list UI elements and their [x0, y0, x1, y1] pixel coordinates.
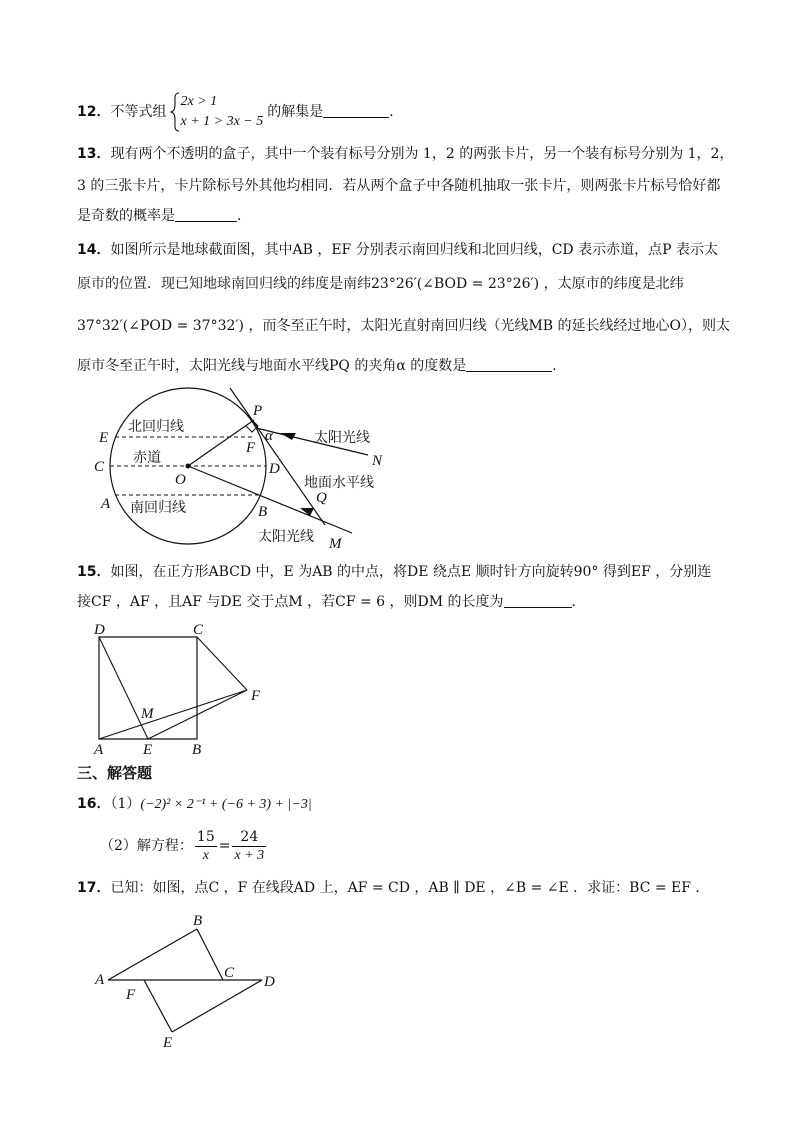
point-label-e: E: [99, 430, 109, 446]
part-label: （1）: [110, 796, 141, 812]
question-text: 原市冬至正午时，太阳光线与地面水平线PQ 的夹角α 的度数是: [77, 358, 467, 374]
period: ．: [552, 358, 567, 374]
point-label-a: A: [94, 742, 104, 758]
point-label-alpha: α: [265, 428, 273, 444]
question-number: 12．: [77, 104, 111, 120]
question-13-line-2: [77, 176, 720, 196]
question-text: 不等式组: [110, 104, 167, 120]
equals-sign: =: [218, 838, 231, 854]
point-label-n: N: [372, 453, 383, 469]
part-label: （2）解方程：: [100, 838, 193, 854]
question-16-part-1: [77, 794, 312, 815]
question-14-line-4: [77, 356, 566, 376]
question-text: 已知：如图，点C ，F 在线段AD 上，AF = CD ，AB ∥ DE ，∠B = ∠E ．求证：BC = EF ．: [110, 880, 710, 896]
answer-blank[interactable]: [466, 357, 552, 372]
inequality-row-2: x + 1 > 3x − 5: [180, 114, 264, 129]
segment-cf: [197, 637, 247, 690]
point-label-f: F: [246, 440, 256, 456]
point-label-f: F: [251, 688, 261, 704]
question-text: 现有两个不透明的盒子，其中一个装有标号分别为 1，2 的两张卡片，另一个装有标号分别为 1，2，: [110, 146, 734, 162]
question-text: 如图，在正方形ABCD 中，E 为AB 的中点，将DE 绕点E 顺时针方向旋转90° 得到EF ，分别连: [110, 564, 712, 580]
point-label-d: D: [269, 461, 280, 477]
sunlight-label-bottom: 太阳光线: [258, 529, 314, 545]
question-number: 13．: [77, 146, 111, 162]
ground-line-label: 地面水平线: [304, 475, 374, 491]
question-15-line-1: [77, 562, 711, 582]
question-text: 37°32′(∠POD = 37°32′) ，而冬至正午时，太阳光直射南回归线（光线MB 的延长线经过地心O），则太: [77, 318, 731, 334]
question-number: 16．: [77, 796, 111, 812]
fraction-24-over-x-plus-3: $\frac{24}{x + 3}$: [234, 828, 265, 863]
point-label-d: D: [94, 622, 105, 638]
question-text: 是奇数的概率是: [77, 208, 175, 224]
point-label-b: B: [193, 913, 203, 929]
question-number: 15．: [77, 564, 111, 580]
period: ．: [237, 208, 251, 224]
question-12: [77, 92, 403, 132]
answer-blank[interactable]: [504, 593, 572, 608]
point-label-m: M: [141, 706, 154, 722]
point-label-e: E: [143, 742, 153, 758]
point-label-c: C: [94, 459, 105, 475]
point-label-o: O: [175, 472, 186, 488]
question-text: 原市的位置．现已知地球南回归线的纬度是南纬23°26′(∠BOD = 23°26′) ，太原市的纬度是北纬: [77, 276, 684, 292]
question-text: 接CF ，AF ，且AF 与DE 交于点M ，若CF = 6 ，则DM 的长度为: [77, 594, 504, 610]
brace-icon: [170, 92, 180, 132]
point-label-p: P: [253, 403, 263, 419]
earth-cross-section-figure: [88, 385, 388, 555]
period: ．: [389, 104, 404, 120]
point-label-a: A: [101, 496, 111, 512]
segment-ab: [108, 929, 197, 980]
question-13-line-3: [77, 206, 251, 226]
question-14-line-1: [77, 240, 718, 260]
segment-af: [99, 690, 247, 739]
question-number: 17．: [77, 880, 111, 896]
inequality-row-1: 2x > 1: [180, 94, 218, 109]
point-label-d: D: [264, 974, 275, 990]
question-13-line-1: [77, 144, 733, 164]
segment-bc: [197, 929, 223, 980]
point-label-b: B: [258, 504, 268, 520]
radius-op: [188, 420, 254, 466]
point-label-q: Q: [316, 490, 327, 506]
question-number: 14．: [77, 242, 111, 258]
section-heading: 三、解答题: [77, 764, 153, 782]
arrow-icon: [280, 433, 296, 440]
question-text: 的解集是: [267, 104, 324, 120]
point-label-e: E: [163, 1035, 173, 1051]
question-text: 如图所示是地球截面图，其中AB ，EF 分别表示南回归线和北回归线，CD 表示赤道，点P 表示太: [110, 242, 718, 258]
equator-label: 赤道: [133, 450, 161, 466]
question-16-part-2: [100, 826, 268, 866]
segment-ed: [172, 980, 262, 1032]
point-label-c: C: [224, 965, 235, 981]
question-text: 3 的三张卡片，卡片除标号外其他均相同．若从两个盒子中各随机抽取一张卡片，则两张卡片标号恰好都: [77, 178, 721, 194]
triangles-figure: [90, 908, 290, 1058]
segment-fe: [144, 980, 172, 1032]
segment-de: [99, 637, 148, 739]
answer-blank[interactable]: [175, 207, 237, 222]
point-label-a: A: [95, 972, 105, 988]
fraction-15-over-x: $\frac{15}{x}$: [196, 828, 215, 863]
question-15-line-2: [77, 592, 586, 612]
point-label-c: C: [193, 622, 204, 638]
question-17: [77, 878, 709, 898]
center-point-o: [186, 464, 191, 469]
ground-line-pq: [230, 388, 325, 525]
question-14-line-2: [77, 274, 684, 294]
point-label-f: F: [126, 987, 136, 1003]
period: ．: [571, 594, 586, 610]
point-label-b: B: [192, 742, 202, 758]
square-figure: [88, 618, 268, 758]
inequality-system: [170, 92, 263, 132]
math-expression: (−2)² × 2⁻¹ + (−6 + 3) + |−3|: [140, 797, 312, 812]
square-abcd: [99, 637, 197, 739]
north-tropic-label: 北回归线: [128, 419, 184, 435]
sunlight-label-top: 太阳光线: [314, 430, 370, 446]
question-14-line-3: [77, 316, 730, 336]
answer-blank[interactable]: [323, 103, 389, 118]
south-tropic-label: 南回归线: [130, 500, 186, 516]
point-label-m: M: [329, 536, 342, 552]
